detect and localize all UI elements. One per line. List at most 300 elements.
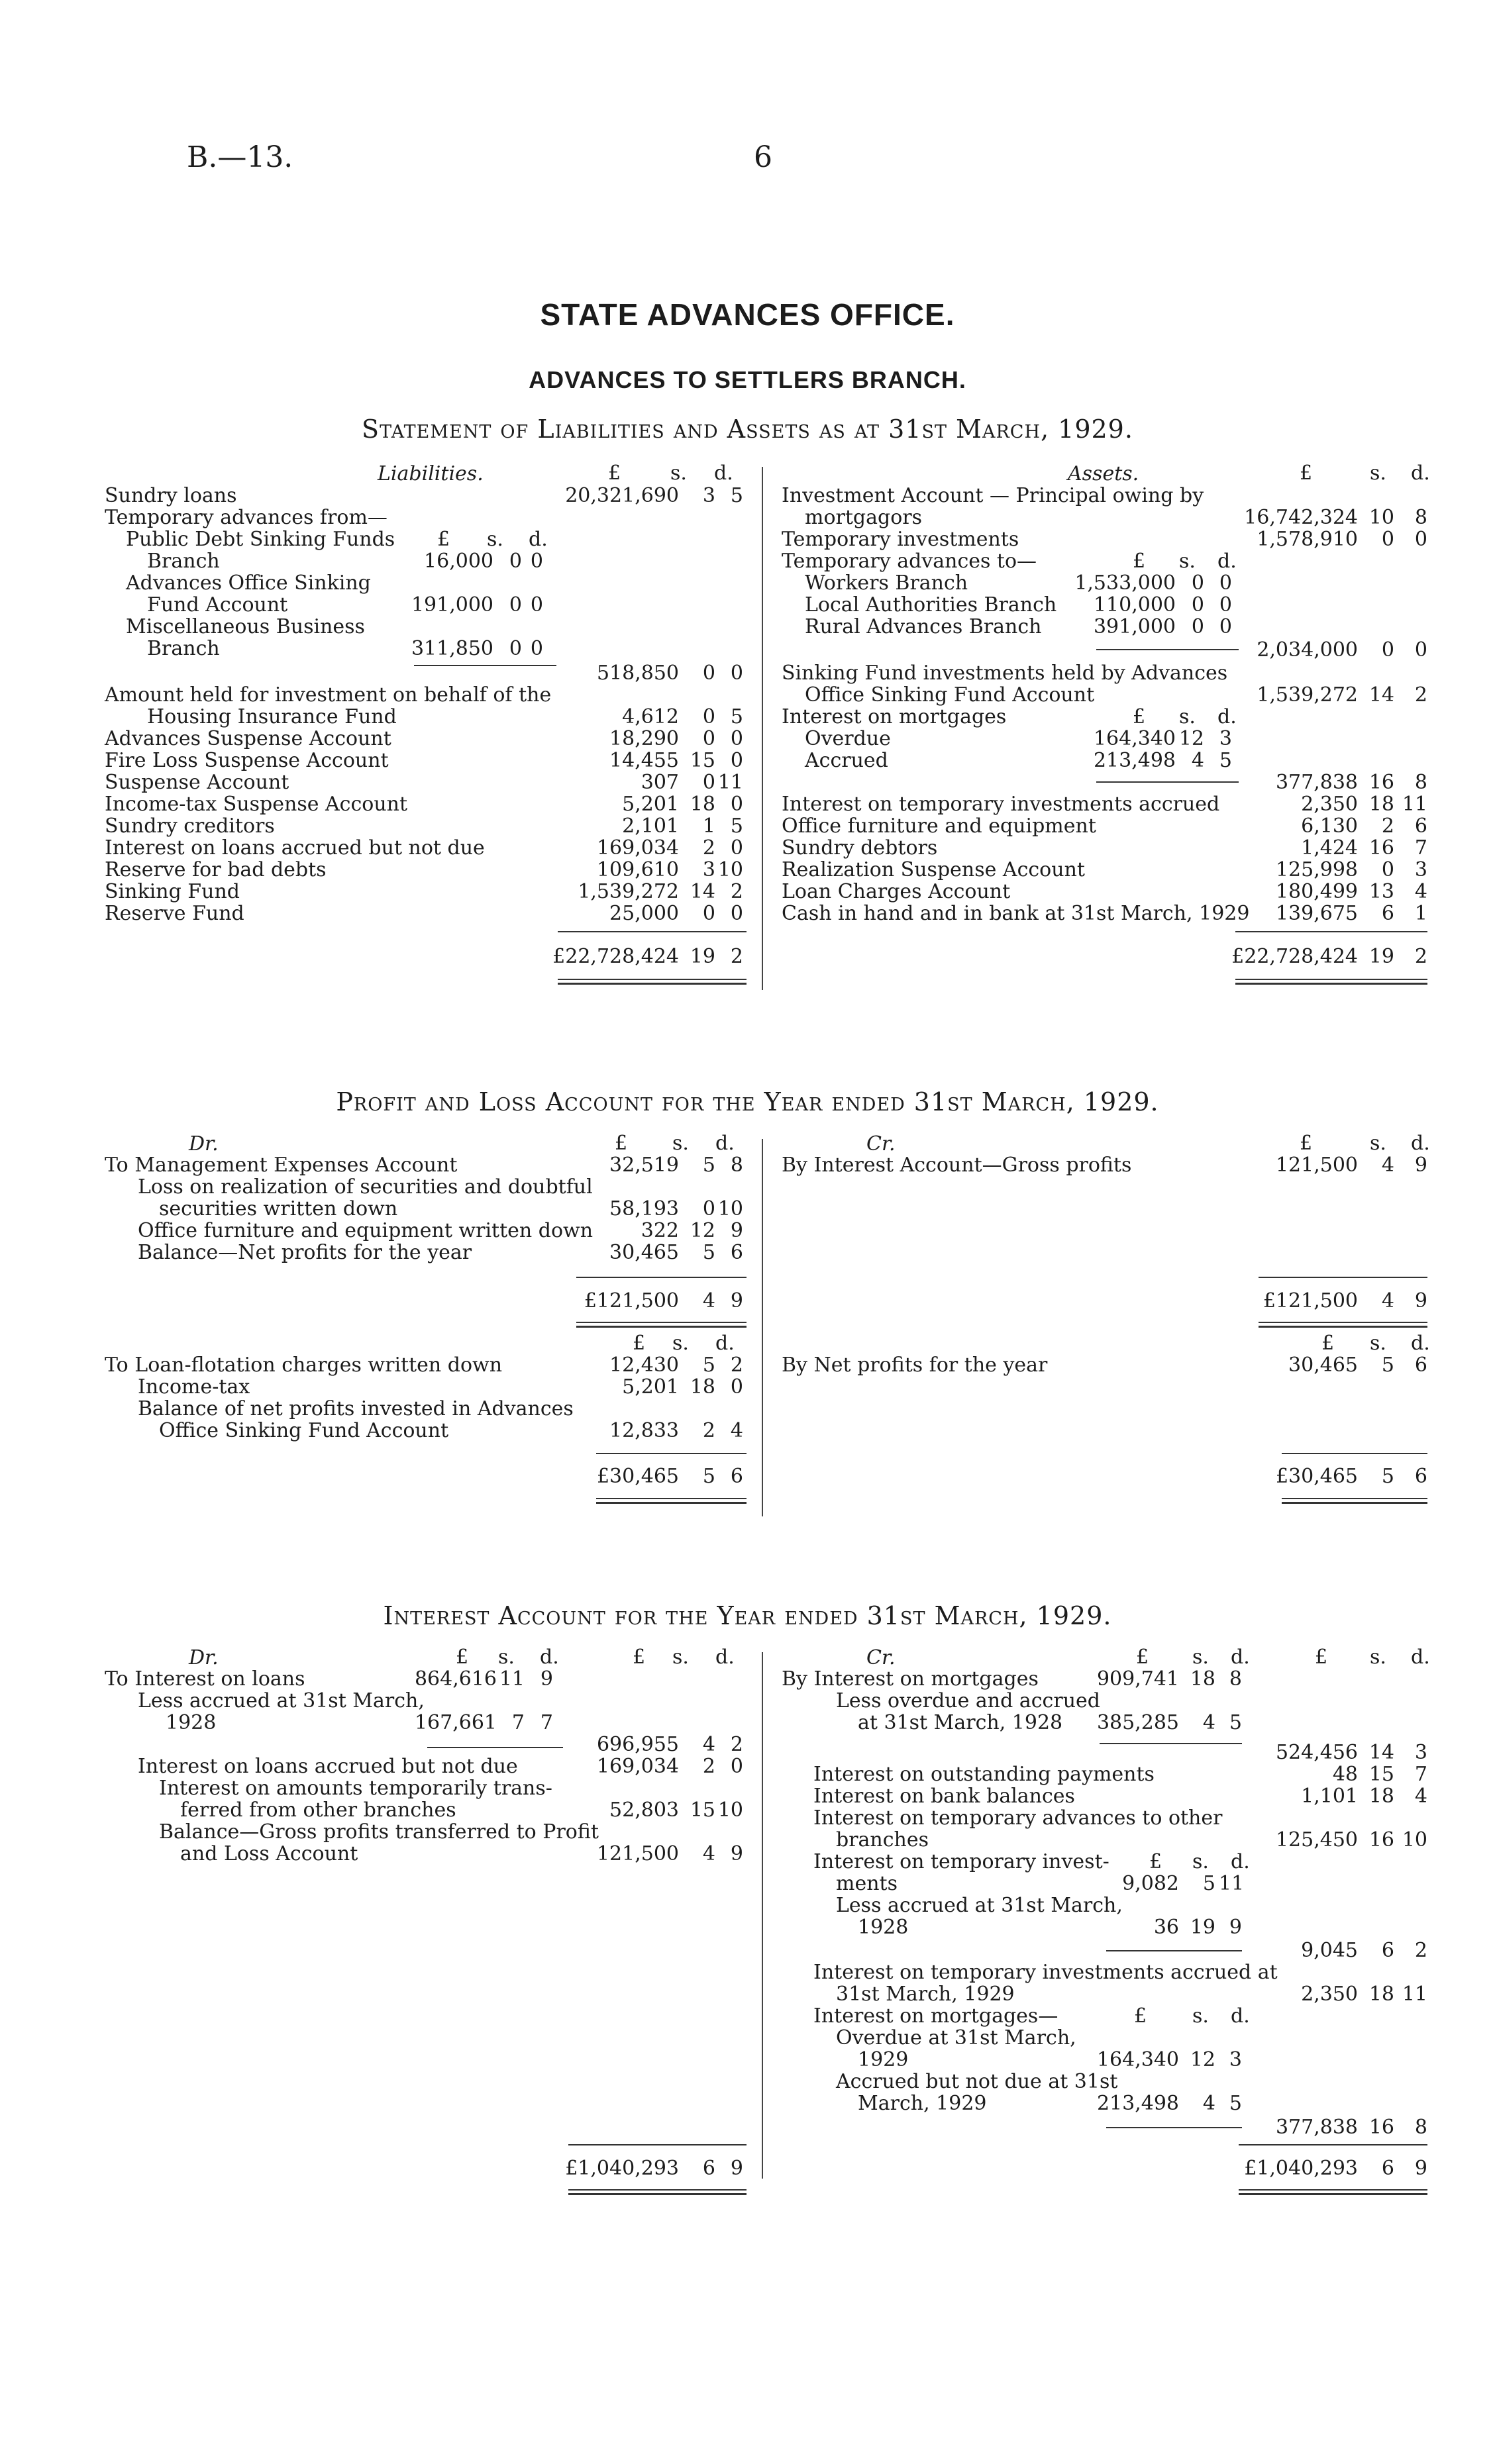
debit-label: Dr. [189,1132,219,1156]
liability-shillings: 0 [702,705,715,728]
credit-total-shillings: 4 [1381,1289,1394,1312]
debit-shillings: 15 [690,1799,715,1822]
asset-pence: 3 [1414,858,1427,881]
debit-amount: 5,201 [622,1375,679,1399]
debit-shillings: 0 [702,1197,715,1220]
credit-pence: 3 [1414,1741,1427,1764]
sub-shilling-header: s. [1179,705,1196,728]
credit-total-pence: 9 [1414,2157,1427,2180]
sub-pound-header: £ [1134,2004,1147,2028]
double-rule [1282,1498,1427,1504]
liability-amount: 518,850 [596,662,679,685]
debit-shillings: 18 [690,1375,715,1399]
sub-pound-header: £ [1136,1646,1149,1669]
asset-sub-shillings: 4 [1191,749,1204,772]
debit-sub-amount: 864,616 [414,1667,497,1691]
sub-shilling-header: s. [1192,1646,1209,1669]
debit-label: To Loan-flotation charges written down [105,1354,503,1377]
credit-shillings: 4 [1381,1154,1394,1177]
debit-amount: 30,465 [609,1241,679,1264]
sub-pence-header: d. [1231,1850,1250,1873]
debit-sub-pence: 7 [540,1711,553,1734]
asset-label: Overdue [805,727,891,750]
asset-label: Interest on mortgages [782,705,1007,728]
liability-label: Fire Loss Suspense Account [105,749,389,772]
asset-pence: 0 [1414,528,1427,551]
double-rule [1239,2189,1427,2195]
shilling-header: s. [672,1332,689,1355]
credit-label: By Net profits for the year [782,1354,1048,1377]
balance-sheet-heading: Statement of Liabilities and Assets as at 31st March, 1929. [362,415,1133,444]
subtotal-rule [1096,781,1239,783]
asset-label: Temporary investments [782,528,1019,551]
liability-amount: 169,034 [596,836,679,860]
asset-sub-amount: 164,340 [1093,727,1176,750]
asset-sub-pence: 3 [1219,727,1232,750]
liability-shillings: 0 [702,727,715,750]
asset-shillings: 6 [1381,902,1394,925]
liability-amount: 14,455 [609,749,679,772]
credit-sub-amount: 9,082 [1122,1872,1179,1895]
liability-shillings: 3 [702,484,715,507]
credit-pence: 6 [1414,1354,1427,1377]
asset-amount: 1,578,910 [1257,528,1358,551]
debit-total: £121,500 [584,1289,679,1312]
asset-shillings: 14 [1368,683,1394,707]
debit-label: Balance—Gross profits transferred to Profit [159,1820,599,1844]
debit-shillings: 2 [702,1755,715,1778]
double-rule [568,2189,747,2195]
total-rule [558,931,747,932]
debit-label: Dr. [189,1646,219,1669]
liability-sub-pence: 0 [530,593,543,616]
debit-pence: 0 [730,1755,743,1778]
debit-pence: 2 [730,1354,743,1377]
credit-total: £121,500 [1263,1289,1358,1312]
debit-label: Interest on loans accrued but not due [138,1755,518,1778]
credit-sub-shillings: 18 [1190,1667,1215,1691]
debit-amount: 169,034 [596,1755,679,1778]
credit-pence: 11 [1402,1983,1427,2006]
credit-shillings: 5 [1381,1354,1394,1377]
debit-amount: 121,500 [596,1842,679,1865]
credit-label: Cr. [866,1132,896,1156]
liability-shillings: 0 [702,662,715,685]
credit-label: Interest on temporary advances to other [813,1806,1223,1830]
debit-total-shillings: 5 [702,1465,715,1488]
asset-sub-amount: 391,000 [1093,615,1176,638]
credit-sub-amount: 385,285 [1096,1711,1179,1734]
credit-amount: 121,500 [1275,1154,1358,1177]
column-divider [762,1652,763,2179]
debit-total-shillings: 6 [702,2157,715,2180]
liabilities-total: £22,728,424 [552,945,679,968]
asset-label: Office furniture and equipment [782,814,1096,838]
asset-label: Temporary advances to— [782,550,1037,573]
sub-pound-header: £ [1149,1850,1162,1873]
liability-label: Income-tax Suspense Account [105,793,408,816]
credit-pence: 8 [1414,2116,1427,2139]
double-rule [1259,1322,1427,1328]
pound-header: £ [633,1646,646,1669]
credit-label: Interest on mortgages— [813,2004,1058,2028]
shilling-header: s. [1370,462,1386,485]
asset-shillings: 16 [1368,771,1394,794]
debit-sub-shillings: 11 [499,1667,525,1691]
credit-label: Interest on outstanding payments [813,1763,1155,1786]
credit-sub-pence: 11 [1219,1872,1245,1895]
asset-shillings: 16 [1368,836,1394,860]
asset-pence: 6 [1414,814,1427,838]
liability-pence: 0 [730,793,743,816]
shilling-header: s. [672,1132,689,1155]
asset-label: Realization Suspense Account [782,858,1085,881]
asset-pence: 11 [1402,793,1427,816]
credit-total: £1,040,293 [1244,2157,1358,2180]
credit-label: Interest on temporary investments accrued at [813,1961,1278,1984]
double-rule [596,1498,747,1504]
credit-sub-pence: 3 [1229,2048,1242,2071]
liability-label: Suspense Account [105,771,289,794]
debit-label: and Loss Account [180,1842,358,1865]
credit-sub-pence: 5 [1229,2092,1242,2115]
debit-label: To Management Expenses Account [105,1154,458,1177]
liability-shillings: 14 [690,880,715,903]
subtotal-rule [414,665,556,666]
sub-shilling-header: s. [1192,2004,1209,2028]
debit-total: £30,465 [596,1465,679,1488]
asset-pence: 7 [1414,836,1427,860]
credit-sub-shillings: 4 [1202,1711,1215,1734]
credit-amount: 377,838 [1275,2116,1358,2139]
liability-label: Fund Account [147,593,288,616]
credit-amount: 2,350 [1301,1983,1358,2006]
debit-label: ferred from other branches [180,1799,456,1822]
assets-total-pence: 2 [1414,945,1427,968]
credit-label: Cr. [866,1646,896,1669]
credit-label: Accrued but not due at 31st [836,2070,1118,2093]
debit-label: Office furniture and equipment written down [138,1219,593,1242]
asset-shillings: 0 [1381,638,1394,662]
credit-amount: 1,101 [1301,1785,1358,1808]
asset-shillings: 0 [1381,858,1394,881]
liability-label: Advances Office Sinking [126,571,371,595]
liability-sub-amount: 191,000 [411,593,493,616]
asset-amount: 2,350 [1301,793,1358,816]
liability-label: Sundry creditors [105,814,275,838]
total-rule [1259,1277,1427,1278]
liability-label: Interest on loans accrued but not due [105,836,485,860]
credit-sub-pence: 5 [1229,1711,1242,1734]
credit-pence: 4 [1414,1785,1427,1808]
debit-label: Office Sinking Fund Account [159,1419,449,1442]
asset-sub-pence: 0 [1219,571,1232,595]
credit-shillings: 6 [1381,1939,1394,1962]
liability-shillings: 15 [690,749,715,772]
liability-pence: 11 [717,771,743,794]
sub-pound-header: £ [437,528,450,551]
liability-sub-shillings: 0 [509,593,522,616]
credit-pence: 10 [1402,1828,1427,1851]
debit-shillings: 2 [702,1419,715,1442]
asset-label: Office Sinking Fund Account [805,683,1095,707]
shilling-header: s. [670,462,687,485]
asset-pence: 4 [1414,880,1427,903]
asset-pence: 8 [1414,506,1427,529]
page-title: STATE ADVANCES OFFICE. [540,297,955,332]
liability-pence: 0 [730,727,743,750]
credit-label: Interest on bank balances [813,1785,1075,1808]
asset-amount: 125,998 [1275,858,1358,881]
credit-shillings: 18 [1368,1785,1394,1808]
liability-label: Amount held for investment on behalf of the [105,683,552,707]
liability-sub-amount: 16,000 [424,550,493,573]
asset-amount: 1,539,272 [1257,683,1358,707]
column-divider [762,1139,763,1516]
debit-pence: 6 [730,1241,743,1264]
debit-total-pence: 6 [730,1465,743,1488]
pound-header: £ [615,1132,628,1155]
liability-amount: 2,101 [622,814,679,838]
liability-shillings: 0 [702,771,715,794]
debit-label: Loss on realization of securities and doubtful [138,1175,593,1199]
asset-sub-shillings: 0 [1191,593,1204,616]
asset-sub-amount: 1,533,000 [1074,571,1176,595]
debit-pence: 10 [717,1197,743,1220]
credit-label: Less accrued at 31st March, [836,1894,1123,1917]
liability-label: Branch [147,550,220,573]
pound-header: £ [633,1332,646,1355]
debit-label: Less accrued at 31st March, [138,1689,425,1712]
interest-account-heading: Interest Account for the Year ended 31st March, 1929. [383,1601,1112,1630]
pound-header: £ [608,462,621,485]
double-rule [558,979,747,985]
asset-label: Interest on temporary investments accrued [782,793,1220,816]
debit-shillings: 12 [690,1219,715,1242]
credit-pence: 7 [1414,1763,1427,1786]
liability-shillings: 18 [690,793,715,816]
subtotal-rule [1106,2127,1242,2128]
liability-shillings: 2 [702,836,715,860]
debit-label: To Interest on loans [105,1667,305,1691]
double-rule [576,1322,747,1328]
debit-amount: 32,519 [609,1154,679,1177]
credit-label: Less overdue and accrued [836,1689,1100,1712]
debit-pence: 9 [730,1219,743,1242]
credit-label: Overdue at 31st March, [836,2026,1076,2049]
asset-pence: 2 [1414,683,1427,707]
liability-amount: 4,612 [622,705,679,728]
subtotal-rule [1096,649,1239,650]
liabilities-total-shillings: 19 [690,945,715,968]
liability-pence: 5 [730,484,743,507]
debit-shillings: 4 [702,1733,715,1756]
pound-header: £ [1300,462,1313,485]
liabilities-label: Liabilities. [378,462,484,485]
total-rule [596,1453,747,1454]
debit-pence: 8 [730,1154,743,1177]
liability-label: Temporary advances from— [105,506,387,529]
pound-header: £ [1300,1132,1313,1155]
liability-pence: 2 [730,880,743,903]
report-code: B.—13. [187,140,293,174]
credit-amount: 48 [1332,1763,1358,1786]
debit-sub-amount: 167,661 [414,1711,497,1734]
asset-sub-shillings: 12 [1178,727,1204,750]
credit-sub-shillings: 4 [1202,2092,1215,2115]
asset-label: mortgagors [805,506,922,529]
debit-amount: 322 [641,1219,679,1242]
shilling-header: s. [1370,1332,1386,1355]
asset-label: Rural Advances Branch [805,615,1042,638]
pence-header: d. [1411,1646,1430,1669]
credit-label: 1929 [858,2048,909,2071]
liability-label: Reserve Fund [105,902,244,925]
credit-amount: 524,456 [1275,1741,1358,1764]
debit-label: Balance—Net profits for the year [138,1241,472,1264]
liability-label: Advances Suspense Account [105,727,391,750]
liability-sub-pence: 0 [530,550,543,573]
debit-shillings: 5 [702,1241,715,1264]
asset-shillings: 2 [1381,814,1394,838]
liability-amount: 1,539,272 [578,880,679,903]
debit-amount: 12,833 [609,1419,679,1442]
debit-pence: 10 [717,1799,743,1822]
total-rule [568,2144,747,2145]
debit-sub-pence: 9 [540,1667,553,1691]
credit-sub-pence: 9 [1229,1916,1242,1939]
shilling-header: s. [1370,1132,1386,1155]
liability-label: Branch [147,637,220,660]
sub-pound-header: £ [1133,705,1146,728]
debit-sub-shillings: 7 [511,1711,525,1734]
debit-shillings: 4 [702,1842,715,1865]
liability-label: Sinking Fund [105,880,240,903]
debit-label: Balance of net profits invested in Advances [138,1397,574,1420]
credit-sub-shillings: 5 [1202,1872,1215,1895]
asset-pence: 1 [1414,902,1427,925]
shilling-header: s. [1370,1646,1386,1669]
credit-label: at 31st March, 1928 [858,1711,1063,1734]
asset-amount: 377,838 [1275,771,1358,794]
pence-header: d. [1411,1332,1430,1355]
credit-label: branches [836,1828,929,1851]
asset-sub-pence: 5 [1219,749,1232,772]
credit-shillings: 16 [1368,1828,1394,1851]
asset-label: Investment Account — Principal owing by [782,484,1204,507]
liability-amount: 5,201 [622,793,679,816]
liability-pence: 0 [730,662,743,685]
sub-shilling-header: s. [1179,550,1196,573]
double-rule [1235,979,1427,985]
asset-sub-pence: 0 [1219,593,1232,616]
credit-label: ments [836,1872,898,1895]
credit-sub-amount: 213,498 [1096,2092,1179,2115]
debit-pence: 0 [730,1375,743,1399]
credit-total-shillings: 5 [1381,1465,1394,1488]
asset-sub-shillings: 0 [1191,615,1204,638]
sub-pence-header: d. [1231,1646,1250,1669]
asset-label: Sundry debtors [782,836,938,860]
credit-pence: 2 [1414,1939,1427,1962]
debit-amount: 12,430 [609,1354,679,1377]
sub-pence-header: d. [1231,2004,1250,2028]
debit-label: securities written down [159,1197,398,1220]
pound-header: £ [1321,1332,1335,1355]
sub-pence-header: d. [540,1646,559,1669]
pence-header: d. [715,1132,735,1155]
liability-pence: 0 [730,749,743,772]
credit-sub-pence: 8 [1229,1667,1242,1691]
liability-amount: 20,321,690 [565,484,679,507]
credit-total-pence: 6 [1414,1465,1427,1488]
credit-label: By Interest on mortgages [782,1667,1039,1691]
credit-shillings: 15 [1368,1763,1394,1786]
asset-sub-amount: 110,000 [1093,593,1176,616]
credit-label: 31st March, 1929 [836,1983,1015,2006]
sub-shilling-header: s. [498,1646,515,1669]
liability-amount: 18,290 [609,727,679,750]
asset-sub-shillings: 0 [1191,571,1204,595]
pence-header: d. [1411,1132,1430,1155]
credit-shillings: 18 [1368,1983,1394,2006]
asset-amount: 2,034,000 [1257,638,1358,662]
credit-shillings: 16 [1368,2116,1394,2139]
liability-amount: 109,610 [596,858,679,881]
sub-shilling-header: s. [487,528,503,551]
sub-shilling-header: s. [1192,1850,1209,1873]
shilling-header: s. [672,1646,689,1669]
credit-sub-amount: 164,340 [1096,2048,1179,2071]
assets-total-shillings: 19 [1368,945,1394,968]
credit-label: Interest on temporary invest- [813,1850,1109,1873]
asset-pence: 8 [1414,771,1427,794]
asset-shillings: 18 [1368,793,1394,816]
liability-pence: 0 [730,902,743,925]
pence-header: d. [714,462,733,485]
sub-pence-header: d. [1217,705,1237,728]
debit-label: 1928 [166,1711,217,1734]
pence-header: d. [715,1332,735,1355]
debit-total-pence: 9 [730,1289,743,1312]
credit-sub-shillings: 12 [1190,2048,1215,2071]
asset-label: Workers Branch [805,571,968,595]
total-rule [1239,2144,1427,2145]
asset-shillings: 0 [1381,528,1394,551]
liability-sub-shillings: 0 [509,550,522,573]
asset-amount: 180,499 [1275,880,1358,903]
credit-pence: 9 [1414,1154,1427,1177]
asset-label: Loan Charges Account [782,880,1011,903]
pence-header: d. [715,1646,735,1669]
debit-amount: 58,193 [609,1197,679,1220]
credit-total-pence: 9 [1414,1289,1427,1312]
profit-loss-heading: Profit and Loss Account for the Year ended 31st March, 1929. [336,1087,1159,1116]
debit-pence: 4 [730,1419,743,1442]
asset-label: Accrued [805,749,888,772]
asset-amount: 1,424 [1301,836,1358,860]
liability-shillings: 3 [702,858,715,881]
debit-label: Interest on amounts temporarily trans- [159,1777,552,1800]
liability-label: Reserve for bad debts [105,858,327,881]
liability-label: Sundry loans [105,484,237,507]
liability-pence: 5 [730,814,743,838]
total-rule [1282,1453,1427,1454]
liability-shillings: 0 [702,902,715,925]
sub-pound-header: £ [456,1646,469,1669]
credit-amount: 30,465 [1288,1354,1358,1377]
asset-amount: 16,742,324 [1244,506,1358,529]
